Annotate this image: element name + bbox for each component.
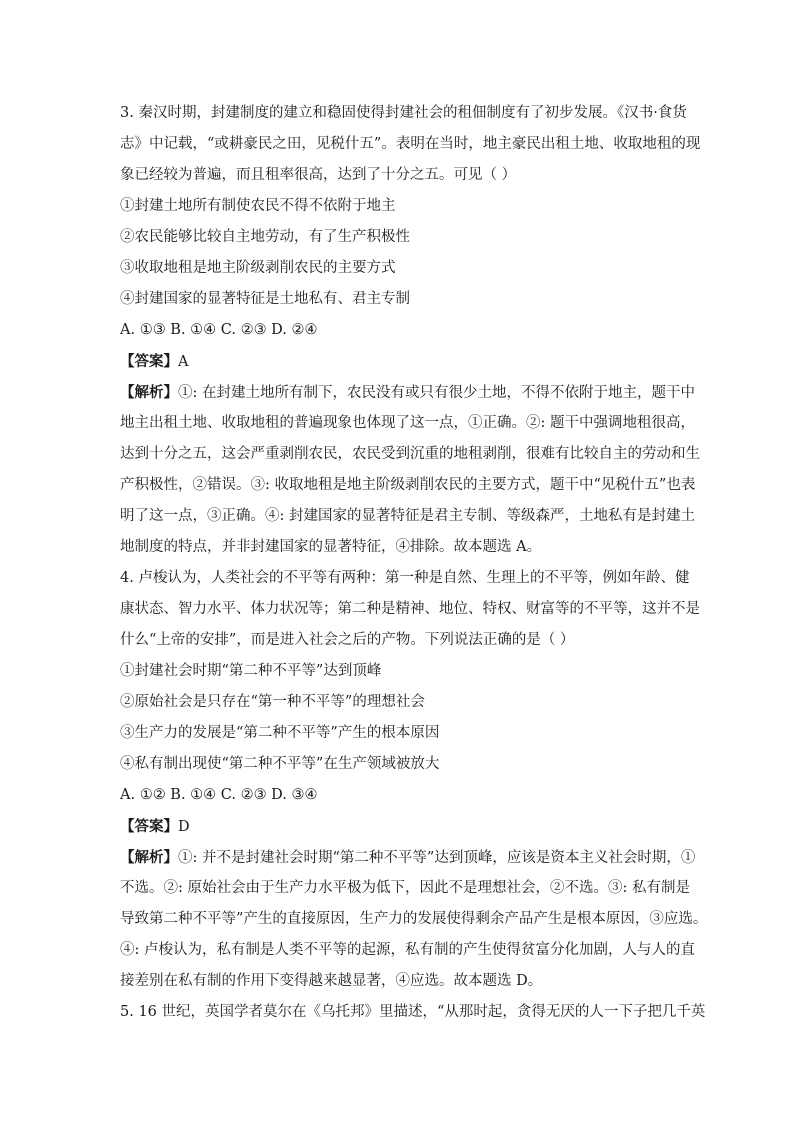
q4-option: ②原始社会是只存在“第一种不平等”的理想社会 [120, 694, 425, 710]
answer-value: A [178, 354, 189, 370]
q3-stem-line: 3. 秦汉时期，封建制度的建立和稳固使得封建社会的租佃制度有了初步发展。《汉书·食货 [120, 105, 687, 121]
q4-analysis-line: 接差别在私有制的作用下变得越来越显著，④应选。故本题选 D。 [120, 973, 543, 989]
q4-analysis-line: 导致第二种不平等”产生的直接原因，生产力的发展使得剩余产品产生是根本原因，③应选。 [120, 911, 708, 927]
analysis-label: 【解析】 [120, 384, 178, 401]
analysis-label: 【解析】 [120, 849, 178, 866]
q3-stem-line: 志》中记载，“或耕豪民之田，见税什五”。表明在当时，地主豪民出租土地、收取地租的现 [120, 136, 701, 152]
q3-option: ②农民能够比较自主地劳动，有了生产积极性 [120, 229, 410, 245]
q4-option: ③生产力的发展是“第二种不平等”产生的根本原因 [120, 725, 440, 741]
answer-label: 【答案】 [120, 818, 178, 835]
answer-label: 【答案】 [120, 353, 178, 370]
q3-analysis-line: 明了这一点，③正确。④: 封建国家的显著特征是君主专制、等级森严，土地私有是封建土 [120, 508, 695, 524]
q3-option: ④封建国家的显著特征是土地私有、君主专制 [120, 291, 410, 307]
q3-stem-line: 象已经较为普遍，而且租率很高，达到了十分之五。可见（ ） [120, 167, 517, 183]
q4-analysis-line: 不选。②: 原始社会由于生产力水平极为低下，因此不是理想社会，②不选。③: 私有制是 [120, 880, 690, 896]
q4-stem-line: 康状态、智力水平、体力状况等；第二种是精神、地位、特权、财富等的不平等，这并不是 [120, 601, 700, 617]
q4-stem-line: 4. 卢梭认为，人类社会的不平等有两种：第一种是自然、生理上的不平等，例如年龄、健 [120, 570, 690, 586]
q3-analysis-line: 地制度的特点，并非封建国家的显著特征，④排除。故本题选 A。 [120, 539, 542, 555]
document-content [120, 98, 708, 1028]
q3-option: ①封建土地所有制使农民不得不依附于地主 [120, 198, 396, 214]
q4-choices: A. ①② B. ①④ C. ②③ D. ③④ [120, 787, 318, 803]
analysis-text: ①: 在封建土地所有制下，农民没有或只有很少土地，不得不依附于地主，题干中 [178, 385, 695, 401]
question-3 [120, 98, 701, 563]
q3-analysis-line [120, 377, 695, 408]
q3-analysis-line: 地主出租土地、收取地租的普遍现象也体现了这一点，①正确。②: 题干中强调地租很高， [120, 415, 695, 431]
q4-option: ④私有制出现使“第二种不平等”在生产领域被放大 [120, 756, 440, 772]
q4-option: ①封建社会时期“第二种不平等”达到顶峰 [120, 663, 382, 679]
answer-value: D [178, 819, 190, 835]
q4-answer [120, 811, 680, 842]
q3-analysis-line: 产积极性，②错误。③: 收取地租是地主阶级剥削农民的主要方式，题干中“见税什五”也表 [120, 477, 696, 493]
q4-analysis-line: ④: 卢梭认为，私有制是人类不平等的起源，私有制的产生使得贫富分化加剧，人与人的直 [120, 942, 695, 958]
q3-answer [120, 346, 680, 377]
q4-analysis-line [120, 842, 696, 873]
q4-stem-line: 什么“上帝的安排”，而是进入社会之后的产物。下列说法正确的是（ ） [120, 632, 575, 648]
q3-choices: A. ①③ B. ①④ C. ②③ D. ②④ [120, 322, 318, 338]
analysis-text: ①: 并不是封建社会时期“第二种不平等”达到顶峰，应该是资本主义社会时期，① [178, 850, 696, 866]
q5-stem-line: 5. 16 世纪，英国学者莫尔在《乌托邦》里描述，“从那时起，贪得无厌的人一下子把几千英 [120, 1004, 706, 1020]
q3-analysis-line: 达到十分之五，这会严重剥削农民，农民受到沉重的地租剥削，很难有比较自主的劳动和生 [120, 446, 700, 462]
question-4 [120, 563, 708, 997]
q3-option: ③收取地租是地主阶级剥削农民的主要方式 [120, 260, 396, 276]
question-5 [120, 997, 706, 1028]
